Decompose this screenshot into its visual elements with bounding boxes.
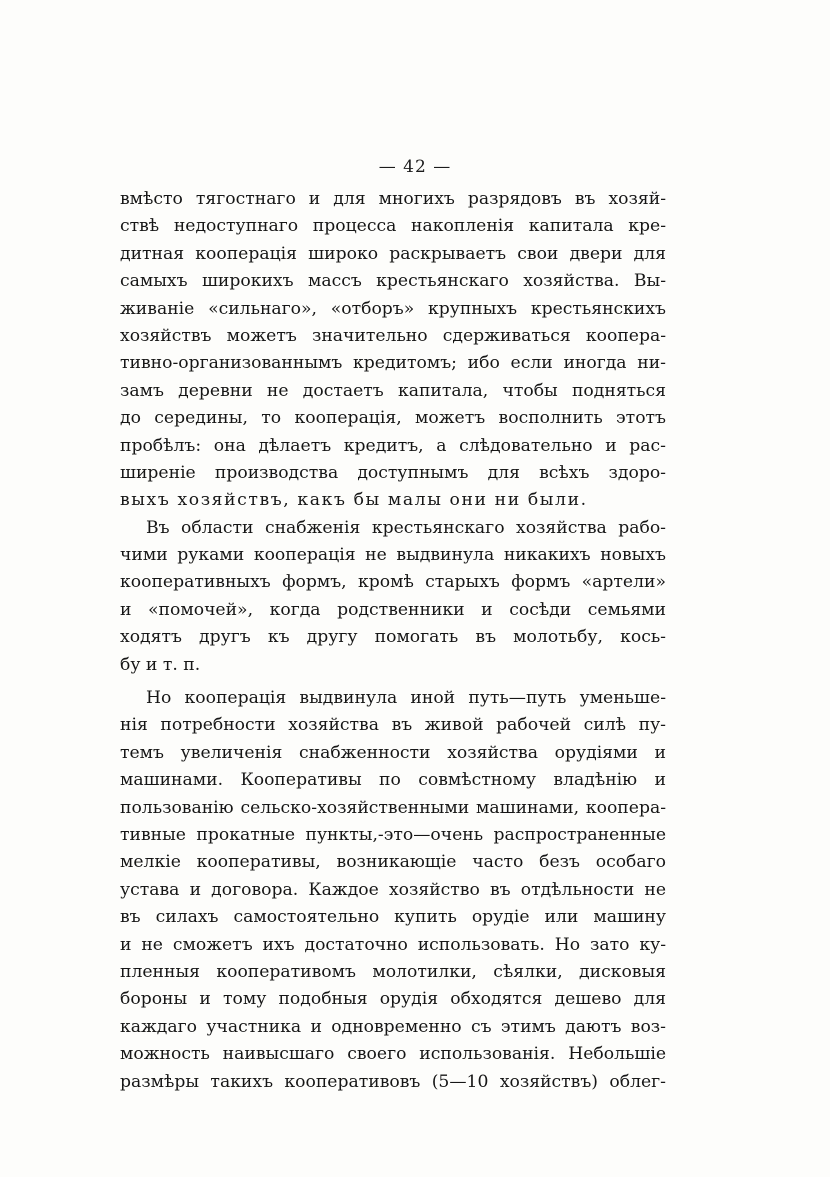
text-line: можность наивысшаго своего использованія. Небольшіе (120, 1044, 666, 1065)
text-line: и «помочей», когда родственники и сосѣди семьями (120, 599, 666, 620)
text-line: самыхъ широкихъ массъ крестьянскаго хозяйства. Вы- (120, 271, 666, 292)
text-line: замъ деревни не достаетъ капитала, чтобы подняться (120, 380, 666, 401)
page-number: — 42 — (378, 157, 452, 177)
text-line: нія потребности хозяйства въ живой рабочей силѣ пу- (120, 715, 666, 736)
text-line: пробѣлъ: она дѣлаетъ кредитъ, а слѣдовательно и рас- (120, 435, 666, 456)
text-line-spaced: выхъ хозяйствъ, какъ бы малы они ни были. (120, 490, 588, 511)
text-line: кооперативныхъ формъ, кромѣ старыхъ формъ «артели» (120, 572, 666, 593)
paragraph (120, 685, 666, 1096)
text-line: бу и т. п. (120, 654, 201, 675)
text-line: ствѣ недоступнаго процесса накопленія капитала кре- (120, 216, 666, 237)
text-line: вмѣсто тягостнаго и для многихъ разрядовъ въ хозяй- (120, 189, 666, 209)
text-line: хозяйствъ можетъ значительно сдерживаться коопера- (120, 325, 666, 346)
text-line: устава и договора. Каждое хозяйство въ отдѣльности не (120, 879, 666, 900)
text-line: ходятъ другъ къ другу помогать въ молотьбу, кось- (120, 627, 666, 648)
text-line: живаніе «сильнаго», «отборъ» крупныхъ крестьянскихъ (120, 298, 666, 319)
text-line: размѣры такихъ кооперативовъ (5—10 хозяйствъ) облег- (120, 1071, 666, 1092)
text-line: дитная кооперація широко раскрываетъ свои двери для (120, 243, 666, 264)
text-line: тивные прокатные пункты,-это—очень распространенные (120, 824, 666, 845)
paragraph (120, 186, 666, 515)
text-line: темъ увеличенія снабженности хозяйства орудіями и (120, 742, 666, 763)
text-line: и не сможетъ ихъ достаточно использовать. Но зато ку- (120, 934, 666, 955)
text-line: мелкіе кооперативы, возникающіе часто безъ особаго (120, 852, 666, 873)
text-line: Но кооперація выдвинула иной путь—путь уменьше- (146, 688, 666, 709)
text-line: каждаго участника и одновременно съ этимъ даютъ воз- (120, 1016, 666, 1037)
text-line: пользованію сельско-хозяйственными машинами, коопера- (120, 797, 666, 818)
text-line: Въ области снабженія крестьянскаго хозяйства рабо- (146, 517, 666, 538)
paragraph (120, 515, 666, 679)
text-line-spaced: ширеніе производства доступнымъ для всѣхъ здоро- (120, 462, 666, 483)
text-line: тивно-организованнымъ кредитомъ; ибо если иногда ни- (120, 353, 666, 374)
text-line: бороны и тому подобныя орудія обходятся дешево для (120, 989, 666, 1010)
text-line: до середины, то кооперація, можетъ восполнить этотъ (120, 408, 666, 429)
body-text (120, 186, 666, 1096)
text-line: въ силахъ самостоятельно купить орудіе или машину (120, 907, 666, 928)
text-line: пленныя кооперативомъ молотилки, сѣялки, дисковыя (120, 961, 666, 982)
text-line: чими руками кооперація не выдвинула никакихъ новыхъ (120, 545, 666, 566)
text-line: машинами. Кооперативы по совмѣстному владѣнію и (120, 770, 666, 791)
